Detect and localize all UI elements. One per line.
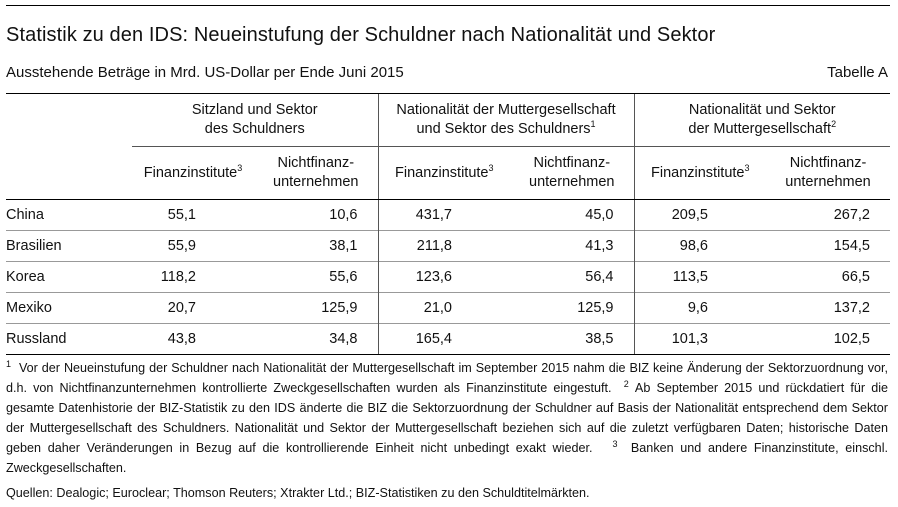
sources-note: Quellen: Dealogic; Euroclear; Thomson Reuters; Xtrakter Ltd.; BIZ-Statistiken zu den Schuldtitelmärkten. bbox=[6, 486, 590, 500]
subheader-nonfin-2: Nichtfinanz- unternehmen bbox=[510, 147, 634, 200]
value-cell: 55,9 bbox=[132, 231, 254, 262]
subheader-fin-2: Finanzinstitute$^3$ bbox=[378, 147, 510, 200]
value-cell: 56,4 bbox=[510, 262, 634, 293]
table-label: Tabelle A bbox=[827, 64, 888, 81]
country-cell: China bbox=[6, 207, 44, 223]
value-cell: 98,6 bbox=[634, 231, 766, 262]
value-cell: 21,0 bbox=[378, 293, 510, 324]
group-header-2 bbox=[378, 94, 634, 147]
value-cell: 102,5 bbox=[766, 324, 890, 355]
value-cell: 118,2 bbox=[132, 262, 254, 293]
value-cell: 34,8 bbox=[254, 324, 378, 355]
footnotes bbox=[6, 358, 888, 478]
value-cell: 137,2 bbox=[766, 293, 890, 324]
value-cell: 41,3 bbox=[510, 231, 634, 262]
footnote-1: Vor der Neueinstufung der Schuldner nach Nationalität der Muttergesellschaft im September 2015 nahm die BIZ keine Änderung der Sektorzuordnung vor, d.h. von Nichtfinanzunternehmen kontrollierte Zweckgesellschaften wurden als Finanzinstitute eingestuft. bbox=[6, 361, 888, 395]
group-header-2-line2: und Sektor des Schuldners bbox=[416, 121, 591, 137]
footnote-2-marker: 2 bbox=[623, 378, 629, 389]
country-cell: Mexiko bbox=[6, 293, 132, 324]
table-row bbox=[6, 262, 890, 293]
group-header-3-line2: der Muttergesellschaft bbox=[688, 121, 832, 137]
value-cell: 101,3 bbox=[634, 324, 766, 355]
value-cell: 431,7 bbox=[378, 200, 510, 231]
value-cell: 45,0 bbox=[585, 207, 614, 223]
subheader-fin-1: Finanzinstitute$^3$ bbox=[132, 147, 254, 200]
value-cell: 123,6 bbox=[378, 262, 510, 293]
corner-cell-2 bbox=[6, 147, 132, 200]
value-cell: 55,1 bbox=[167, 207, 196, 223]
value-cell: 154,5 bbox=[766, 231, 890, 262]
footnote-ref-2: 2 bbox=[831, 119, 837, 130]
table-row bbox=[6, 231, 890, 262]
value-cell: 267,2 bbox=[833, 207, 870, 223]
table-row bbox=[6, 324, 890, 355]
footnote-3: Banken und andere Finanzinstitute, einschl. Zweckgesellschaften. bbox=[6, 441, 888, 475]
value-cell: 125,9 bbox=[254, 293, 378, 324]
footnote-2: Ab September 2015 und rückdatiert für die gesamte Datenhistorie der BIZ-Statistik zu den IDS änderte die BIZ die Sektorzuordnung der Schuldner auf Basis der Nationalität entsprechend dem Sektor der Muttergesellschaft des Schuldners. Nationalität und Sektor der Muttergesellschaft beziehen sich auf die zuletzt verfügbaren Daten; historische Daten geben daher Veränderungen in Bezug auf die kontrollierende Einheit nicht unbedingt exakt wieder. bbox=[6, 381, 888, 455]
group-header-1-line1: Sitzland und Sektor bbox=[191, 102, 318, 118]
group-header-3-line1: Nationalität und Sektor bbox=[688, 102, 836, 118]
top-rule bbox=[6, 5, 890, 6]
group-header-2-line1: Nationalität der Muttergesellschaft bbox=[396, 102, 616, 118]
value-cell: 43,8 bbox=[132, 324, 254, 355]
value-cell: 38,5 bbox=[510, 324, 634, 355]
country-cell: Russland bbox=[6, 324, 132, 355]
value-cell: 55,6 bbox=[254, 262, 378, 293]
value-cell: 211,8 bbox=[378, 231, 510, 262]
value-cell: 20,7 bbox=[132, 293, 254, 324]
value-cell: 165,4 bbox=[378, 324, 510, 355]
footnote-3-marker: 3 bbox=[612, 438, 618, 449]
value-cell: 66,5 bbox=[766, 262, 890, 293]
page-title: Statistik zu den IDS: Neueinstufung der Schuldner nach Nationalität und Sektor bbox=[6, 24, 716, 46]
group-header-1 bbox=[132, 94, 378, 147]
group-header-1-line2: des Schuldners bbox=[204, 121, 305, 137]
table-subtitle: Ausstehende Beträge in Mrd. US-Dollar per Ende Juni 2015 bbox=[6, 64, 404, 81]
country-cell: Brasilien bbox=[6, 231, 132, 262]
group-header-3 bbox=[634, 94, 890, 147]
table-row bbox=[6, 293, 890, 324]
value-cell: 10,6 bbox=[329, 207, 358, 223]
data-table bbox=[6, 93, 890, 355]
subheader-fin-3: Finanzinstitute$^3$ bbox=[634, 147, 766, 200]
value-cell: 209,5 bbox=[634, 200, 766, 231]
table-row bbox=[6, 200, 890, 231]
value-cell: 38,1 bbox=[254, 231, 378, 262]
footnote-ref-1: 1 bbox=[590, 119, 596, 130]
value-cell: 9,6 bbox=[634, 293, 766, 324]
value-cell: 125,9 bbox=[510, 293, 634, 324]
sub-header-row bbox=[6, 147, 890, 200]
subheader-nonfin-1: Nichtfinanz- unternehmen bbox=[254, 147, 378, 200]
corner-cell bbox=[6, 94, 132, 147]
subheader-nonfin-3: Nichtfinanz- unternehmen bbox=[766, 147, 890, 200]
country-cell: Korea bbox=[6, 262, 132, 293]
value-cell: 113,5 bbox=[634, 262, 766, 293]
footnote-1-marker: 1 bbox=[6, 358, 12, 369]
group-header-row bbox=[6, 94, 890, 147]
